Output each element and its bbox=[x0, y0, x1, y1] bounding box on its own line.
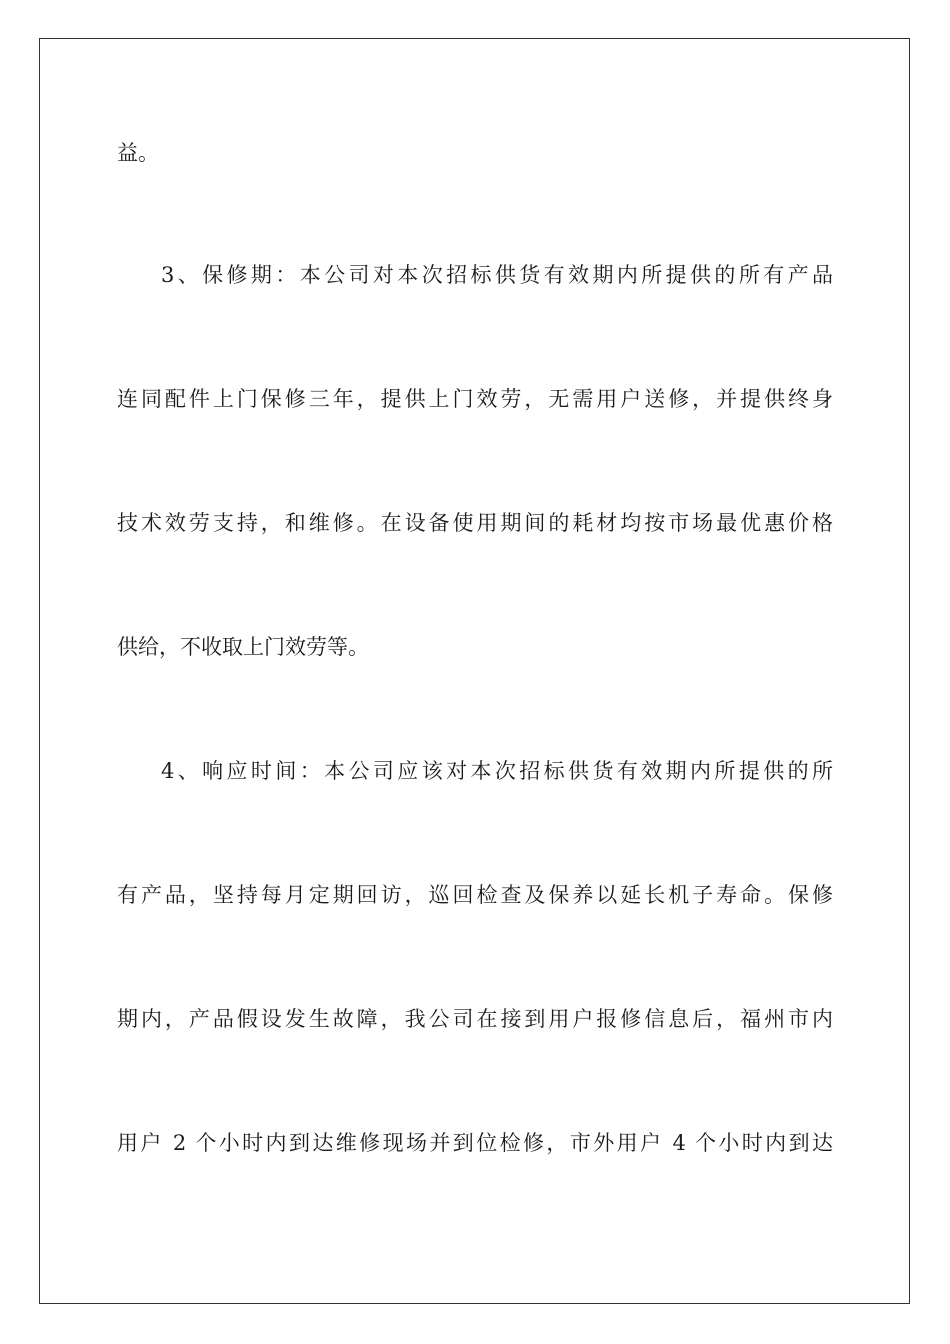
text-line: 有产品，坚持每月定期回访，巡回检查及保养以延长机子寿命。保修 bbox=[117, 883, 833, 907]
paragraph-3-first-line: 3、保修期：本公司对本次招标供货有效期内所提供的所有产品 bbox=[161, 263, 833, 287]
text-line: 期内，产品假设发生故障，我公司在接到用户报修信息后，福州市内 bbox=[117, 1007, 833, 1031]
paragraph-4-first-line: 4、响应时间：本公司应该对本次招标供货有效期内所提供的所 bbox=[161, 759, 833, 783]
text-line: 供给，不收取上门效劳等。 bbox=[117, 635, 369, 659]
page-border bbox=[39, 38, 910, 1304]
text-line: 连同配件上门保修三年，提供上门效劳，无需用户送修，并提供终身 bbox=[117, 387, 833, 411]
text-line: 益。 bbox=[117, 141, 159, 165]
text-line: 用户 2 个小时内到达维修现场并到位检修，市外用户 4 个小时内到达 bbox=[117, 1131, 833, 1155]
text-line: 技术效劳支持，和维修。在设备使用期间的耗材均按市场最优惠价格 bbox=[117, 511, 833, 535]
